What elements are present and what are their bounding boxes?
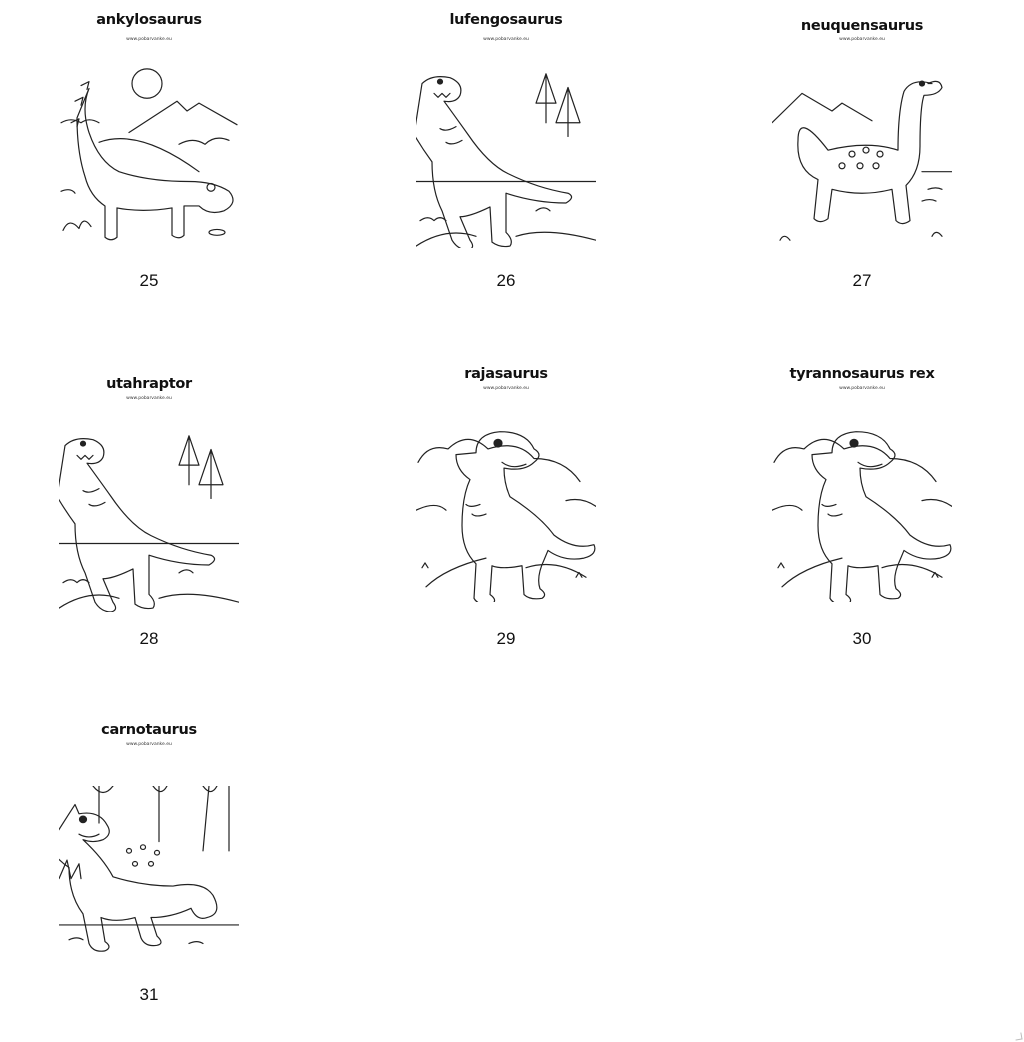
ankylosaurus-drawing-icon: [59, 64, 239, 248]
page-preview: [416, 362, 596, 602]
page-title: tyrannosaurus rex: [789, 366, 935, 382]
page-number: 25: [139, 271, 159, 290]
page-thumbnail-29[interactable]: [416, 362, 596, 652]
page-number: 27: [852, 271, 872, 290]
page-preview: [772, 362, 952, 602]
page-url: www.pobarvanke.eu: [839, 386, 885, 391]
page-thumbnail-31[interactable]: [59, 718, 239, 1018]
page-url: www.pobarvanke.eu: [483, 386, 529, 391]
page-number: 28: [139, 629, 159, 648]
page-url: www.pobarvanke.eu: [126, 742, 172, 747]
utahraptor-drawing-icon: [59, 426, 239, 612]
page-title: ankylosaurus: [96, 12, 202, 28]
page-preview: [59, 8, 239, 248]
resize-grip-icon: [1014, 1032, 1022, 1040]
page-url: www.pobarvanke.eu: [126, 396, 172, 401]
tyrannosaurus-rex-drawing-icon: [772, 424, 952, 602]
page-preview: [59, 372, 239, 612]
page-preview: [59, 718, 239, 958]
page-thumbnail-26[interactable]: [416, 8, 596, 298]
page-thumbnail-27[interactable]: [772, 14, 952, 304]
page-title: rajasaurus: [464, 366, 548, 382]
page-title: lufengosaurus: [449, 12, 563, 28]
page-preview: [416, 8, 596, 248]
page-thumbnail-28[interactable]: [59, 372, 239, 662]
page-title: utahraptor: [106, 376, 192, 392]
page-number: 31: [139, 985, 159, 1004]
page-url: www.pobarvanke.eu: [126, 37, 172, 42]
page-url: www.pobarvanke.eu: [839, 37, 885, 42]
page-thumbnail-30[interactable]: [772, 362, 952, 652]
page-number: 26: [496, 271, 516, 290]
page-title: neuquensaurus: [800, 18, 924, 34]
page-thumbnail-25[interactable]: [59, 8, 239, 298]
page-title: carnotaurus: [101, 722, 197, 738]
page-number: 30: [852, 629, 872, 648]
page-number: 29: [496, 629, 516, 648]
lufengosaurus-drawing-icon: [416, 64, 596, 248]
carnotaurus-drawing-icon: [59, 786, 239, 958]
page-url: www.pobarvanke.eu: [483, 37, 529, 42]
rajasaurus-drawing-icon: [416, 424, 596, 602]
page-preview: [772, 14, 952, 254]
neuquensaurus-drawing-icon: [772, 64, 952, 250]
